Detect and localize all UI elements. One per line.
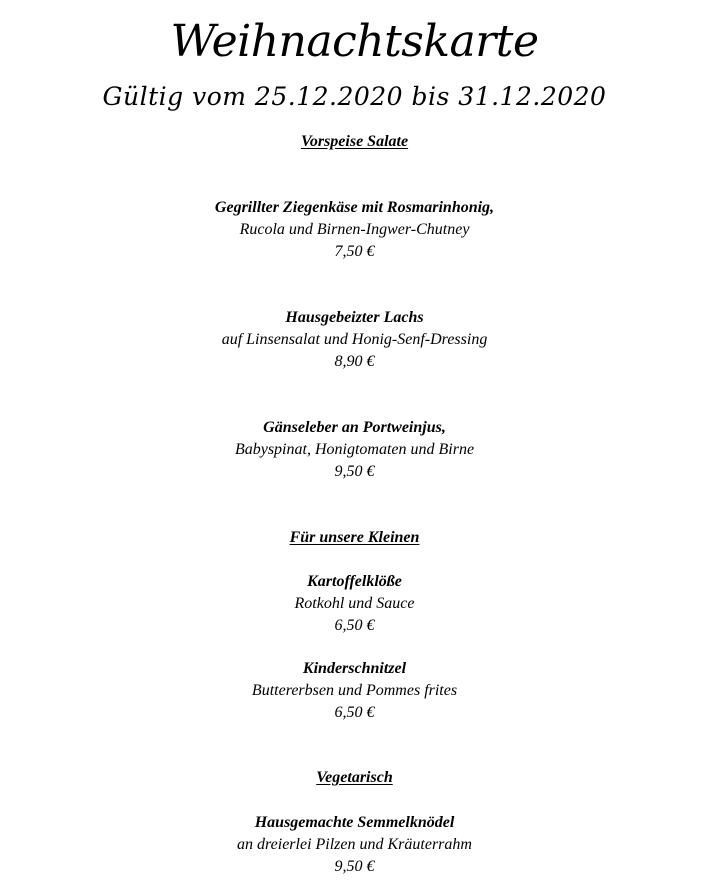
dish-description-kartoffelkloesse: Rotkohl und Sauce [294, 595, 415, 612]
section-heading-fuer-unsere-kleinen: Für unsere Kleinen [289, 529, 420, 546]
dish-price-kinderschnitzel: 6,50 € [334, 704, 375, 721]
dish-price-kartoffelkloesse: 6,50 € [334, 617, 375, 634]
dish-name-ziegenkaese: Gegrillter Ziegenkäse mit Rosmarinhonig, [214, 199, 495, 216]
dish-name-gaenseleber: Gänseleber an Portweinjus, [263, 419, 446, 436]
dish-description-gaenseleber: Babyspinat, Honigtomaten und Birne [234, 441, 475, 458]
menu-validity: Gültig vom 25.12.2020 bis 31.12.2020 [102, 82, 607, 111]
section-heading-vegetarisch: Vegetarisch [316, 769, 393, 786]
dish-price-gaenseleber: 9,50 € [334, 463, 375, 480]
dish-name-kinderschnitzel: Kinderschnitzel [302, 660, 407, 677]
dish-price-semmelknoedel: 9,50 € [334, 858, 375, 875]
dish-price-ziegenkaese: 7,50 € [334, 243, 375, 260]
dish-name-lachs: Hausgebeizter Lachs [285, 309, 424, 326]
dish-description-semmelknoedel: an dreierlei Pilzen und Kräuterrahm [237, 836, 472, 853]
dish-description-ziegenkaese: Rucola und Birnen-Ingwer-Chutney [239, 221, 470, 238]
dish-name-kartoffelkloesse: Kartoffelklöße [307, 573, 402, 590]
dish-description-kinderschnitzel: Buttererbsen und Pommes frites [251, 682, 458, 699]
dish-description-lachs: auf Linsensalat und Honig-Senf-Dressing [221, 331, 488, 348]
menu-title: Weihnachtskarte [170, 16, 539, 67]
section-heading-vorspeise-salate: Vorspeise Salate [300, 133, 409, 150]
dish-name-semmelknoedel: Hausgemachte Semmelknödel [254, 814, 455, 831]
dish-price-lachs: 8,90 € [334, 353, 375, 370]
